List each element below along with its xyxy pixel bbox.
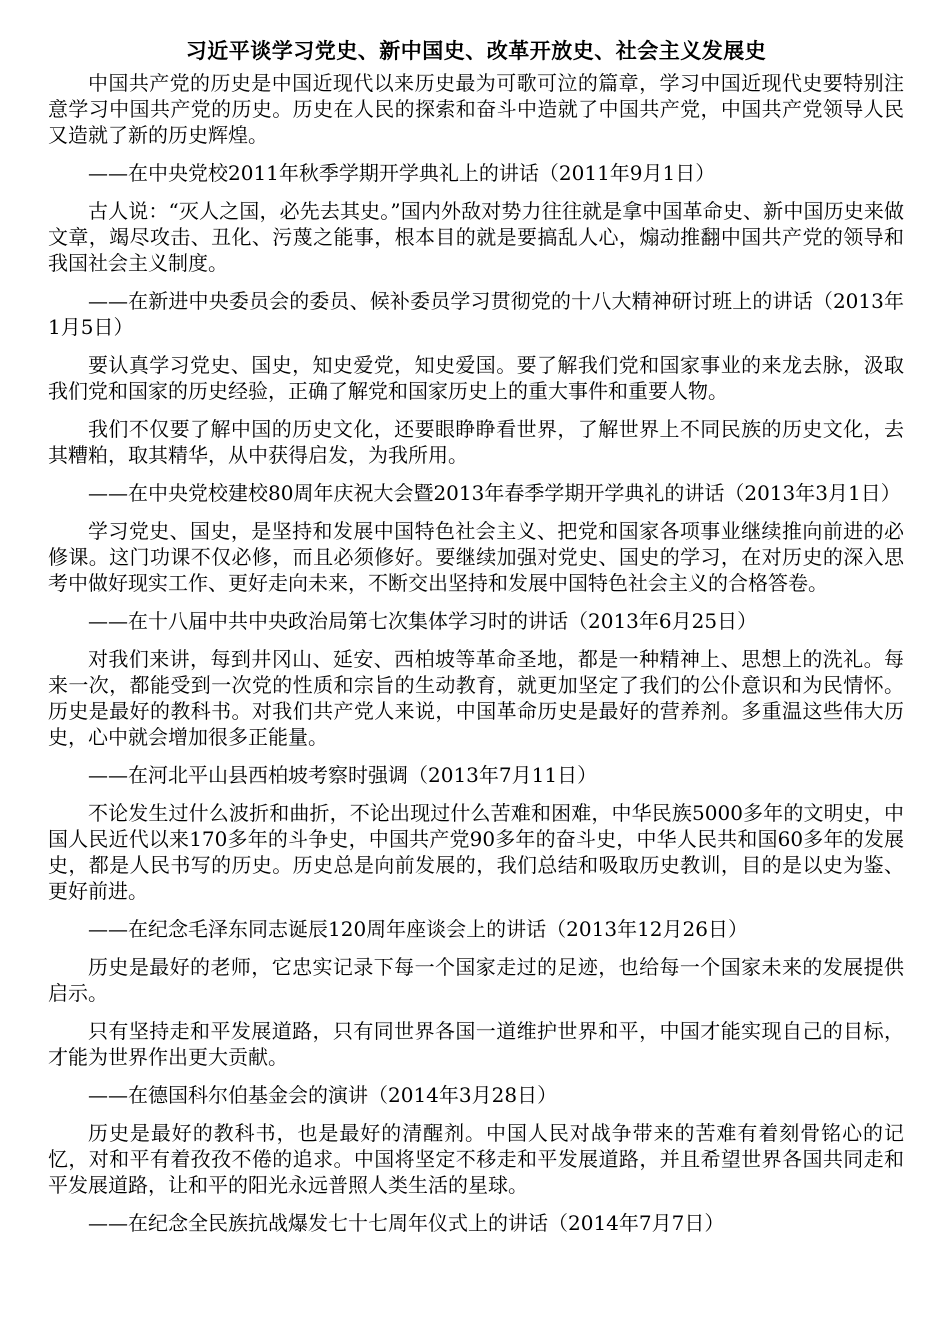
source-citation-4: ——在十八届中共中央政治局第七次集体学习时的讲话（2013年6月25日） [88, 609, 758, 633]
paragraph-7: 不论发生过什么波折和曲折，不论出现过什么苦难和困难，中华民族5000多年的文明史，中国人民近代以来170多年的斗争史，中国共产党90多年的奋斗史，中华人民共和国60多年的发展史，都是人民书写的历史。历史总是向前发展的，我们总结和吸取历史教训，目的是以史为鉴、更好前进。 [48, 801, 904, 903]
document-title: 习近平谈学习党史、新中国史、改革开放史、社会主义发展史 [185, 39, 767, 63]
source-citation-7: ——在德国科尔伯基金会的演讲（2014年3月28日） [88, 1083, 558, 1107]
paragraph-10: 历史是最好的教科书，也是最好的清醒剂。中国人民对战争带来的苦难有着刻骨铭心的记忆，对和平有着孜孜不倦的追求。中国将坚定不移走和平发展道路，并且希望世界各国共同走和平发展道路，让和平的阳光永远普照人类生活的星球。 [48, 1121, 904, 1197]
document-page [48, 36, 904, 1248]
source-citation-5: ——在河北平山县西柏坡考察时强调（2013年7月11日） [88, 763, 598, 787]
paragraph-2: 古人说：“灭人之国，必先去其史。”国内外敌对势力往往就是拿中国革命史、新中国历史来做文章，竭尽攻击、丑化、污蔑之能事，根本目的就是要搞乱人心，煽动推翻中国共产党的领导和我国社会主义制度。 [48, 199, 904, 275]
paragraph-3: 要认真学习党史、国史，知史爱党，知史爱国。要了解我们党和国家事业的来龙去脉，汲取我们党和国家的历史经验，正确了解党和国家历史上的重大事件和重要人物。 [48, 353, 904, 403]
document-body [48, 70, 904, 1236]
paragraph-9: 只有坚持走和平发展道路，只有同世界各国一道维护世界和平，中国才能实现自己的目标，才能为世界作出更大贡献。 [48, 1019, 904, 1069]
paragraph-8: 历史是最好的老师，它忠实记录下每一个国家走过的足迹，也给每一个国家未来的发展提供启示。 [48, 955, 904, 1005]
source-citation-3: ——在中央党校建校80周年庆祝大会暨2013年春季学期开学典礼的讲话（2013年3月1日） [88, 481, 901, 505]
paragraph-1: 中国共产党的历史是中国近现代以来历史最为可歌可泣的篇章，学习中国近现代史要特别注意学习中国共产党的历史。历史在人民的探索和奋斗中造就了中国共产党，中国共产党领导人民又造就了新的历史辉煌。 [48, 71, 904, 147]
source-citation-2: ——在新进中央委员会的委员、候补委员学习贯彻党的十八大精神研讨班上的讲话（2013年1月5日） [48, 289, 904, 339]
paragraph-4: 我们不仅要了解中国的历史文化，还要眼睁睁看世界，了解世界上不同民族的历史文化，去其糟粕，取其精华，从中获得启发，为我所用。 [48, 417, 904, 467]
source-citation-1: ——在中央党校2011年秋季学期开学典礼上的讲话（2011年9月1日） [88, 161, 716, 185]
paragraph-6: 对我们来讲，每到井冈山、延安、西柏坡等革命圣地，都是一种精神上、思想上的洗礼。每来一次，都能受到一次党的性质和宗旨的生动教育，就更加坚定了我们的公仆意识和为民情怀。历史是最好的教科书。对我们共产党人来说，中国革命历史是最好的营养剂。多重温这些伟大历史，心中就会增加很多正能量。 [48, 647, 904, 749]
source-citation-8: ——在纪念全民族抗战爆发七十七周年仪式上的讲话（2014年7月7日） [88, 1211, 725, 1235]
source-citation-6: ——在纪念毛泽东同志诞辰120周年座谈会上的讲话（2013年12月26日） [88, 917, 748, 941]
paragraph-5: 学习党史、国史，是坚持和发展中国特色社会主义、把党和国家各项事业继续推向前进的必修课。这门功课不仅必修，而且必须修好。要继续加强对党史、国史的学习，在对历史的深入思考中做好现实工作、更好走向未来，不断交出坚持和发展中国特色社会主义的合格答卷。 [48, 519, 904, 595]
